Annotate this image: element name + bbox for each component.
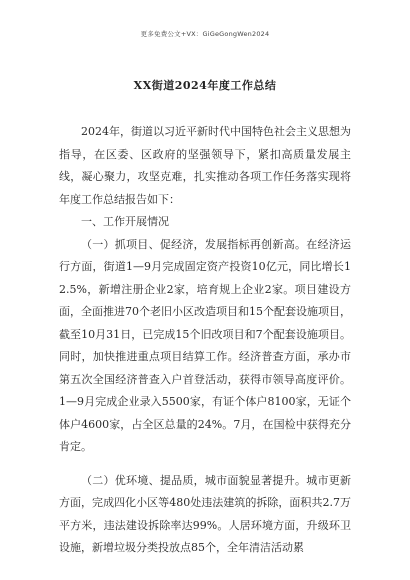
section-heading: 一、工作开展情况 [81, 215, 169, 228]
header-watermark: 更多免费公文+VX：GiGeGongWen2024 [140, 30, 270, 38]
paragraph-economy: （一）抓项目、促经济，发展指标再创新高。在经济运行方面，街道1—9月完成固定资产投资10亿元，同比增长12.5%，新增注册企业2家，培育规上企业2家。项目建设方面，全面推进70个老旧小区改造项目和15个配套设施项目，截至10月31日，已完成15个旧改项目和7个配套设施项目。同时，加快推进重点项目结算工作。经济普查方面，承办市第五次全国经济普查入户首登活动，获得市领导高度评价。1—9月完成企业录入5500家，有证个体户8100家，无证个体户4600家，占全区总量的24%。7月，在国检中获得充分肯定。 [59, 237, 351, 453]
document-body [59, 121, 351, 560]
intro-paragraph: 2024年，街道以习近平新时代中国特色社会主义思想为指导，在区委、区政府的坚强领导下，紧扣高质量发展主线，凝心聚力，攻坚克难，扎实推动各项工作任务落实现将年度工作总结报告如下： [59, 125, 351, 206]
paragraph-environment: （二）优环境、提品质，城市面貌显著提升。城市更新方面，完成四化小区等480处违法建筑的拆除，面积共2.7万平方米，违法建设拆除率达99%。人居环境方面，升级环卫设施，新增垃圾分类投放点85个，全年清洁活动累 [59, 473, 351, 554]
document-title: XX街道2024年度工作总结 [133, 79, 277, 92]
